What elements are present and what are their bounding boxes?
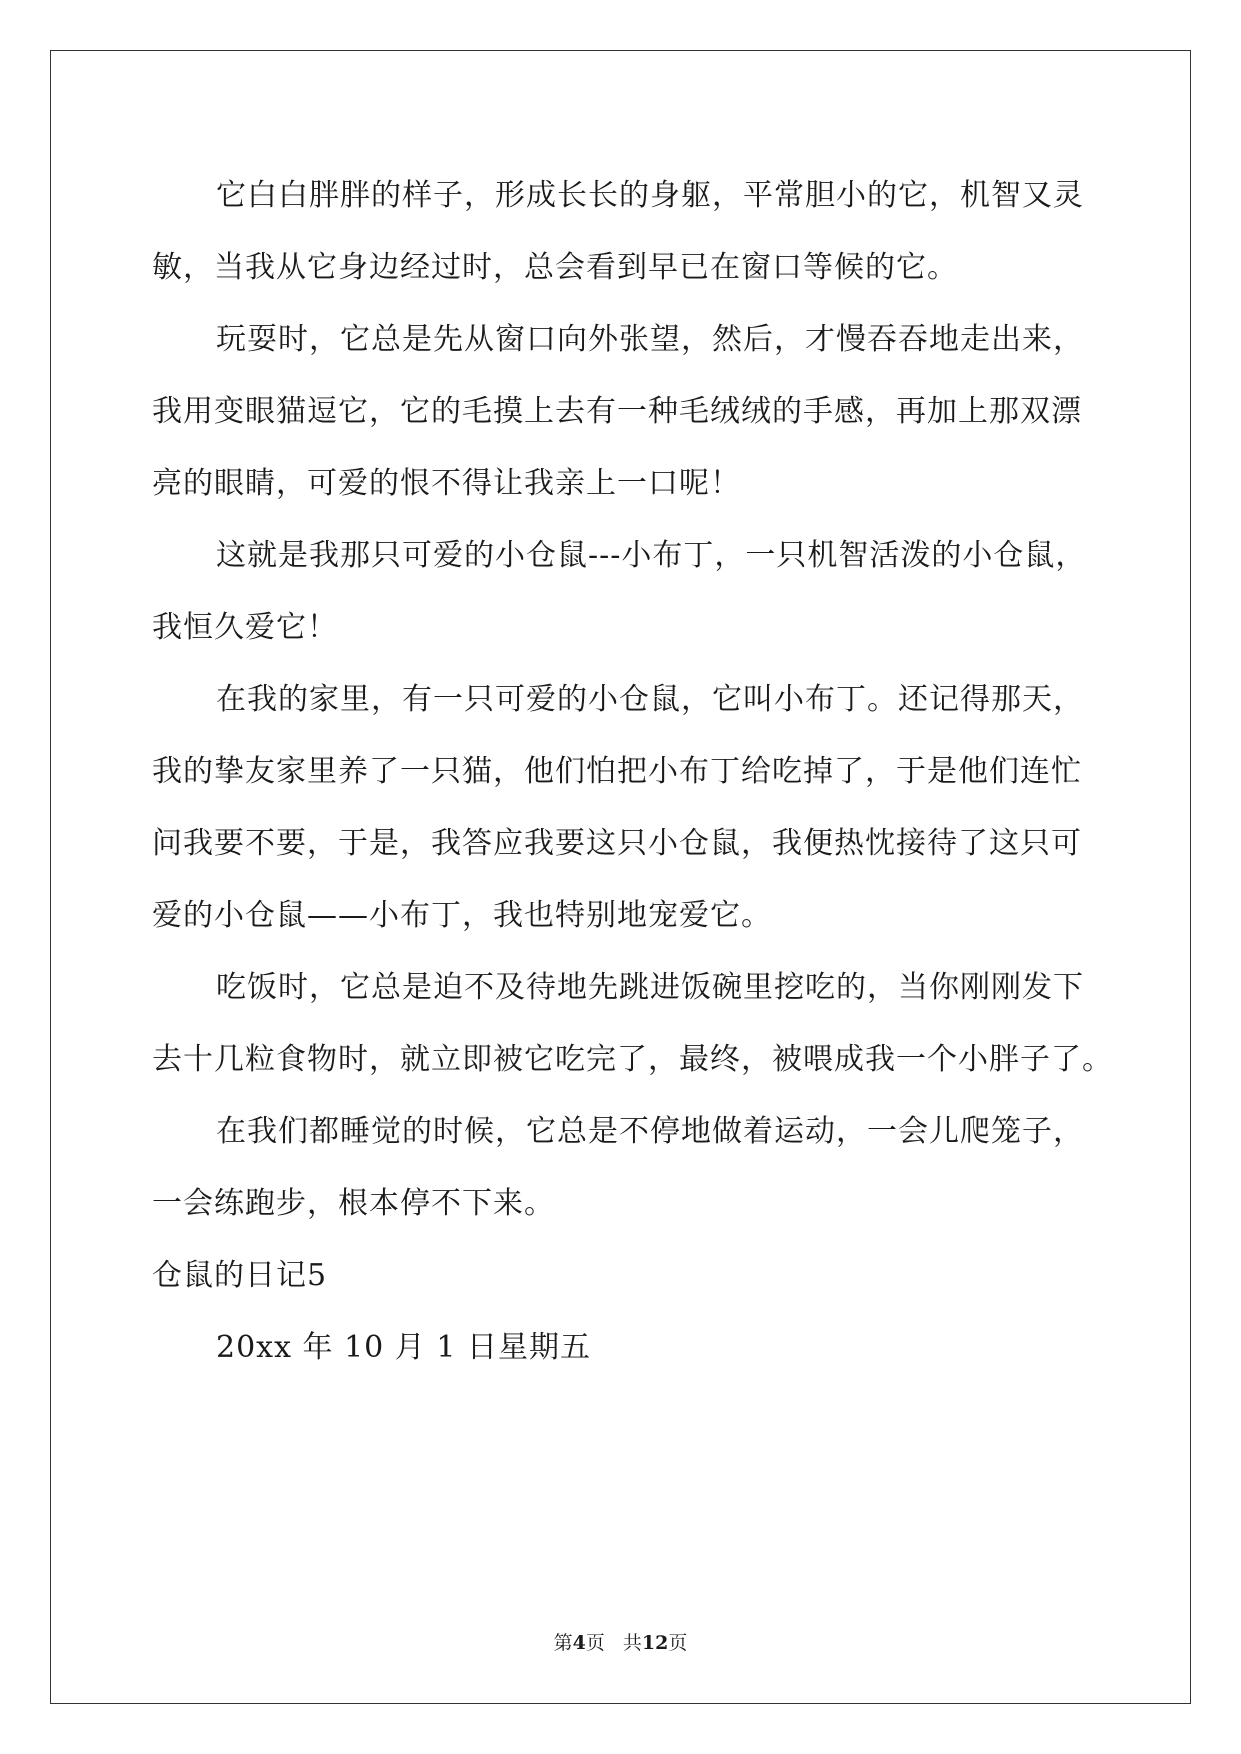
page-suffix: 页 xyxy=(585,1632,605,1654)
text-line: 我恒久爱它！ xyxy=(152,610,338,645)
text-line: 我的挚友家里养了一只猫，他们怕把小布丁给吃掉了，于是他们连忙 xyxy=(152,754,1082,789)
text-line: 吃饭时，它总是迫不及待地先跳进饭碗里挖吃的，当你刚刚发下 xyxy=(216,970,1084,1005)
text-line: 这就是我那只可爱的小仓鼠---小布丁，一只机智活泼的小仓鼠， xyxy=(216,538,1087,573)
text-line: 一会练跑步，根本停不下来。 xyxy=(152,1186,555,1221)
document-body xyxy=(152,160,1113,1384)
text-line: 问我要不要，于是，我答应我要这只小仓鼠，我便热忱接待了这只可 xyxy=(152,826,1082,861)
text-line: 去十几粒食物时，就立即被它吃完了，最终，被喂成我一个小胖子了。 xyxy=(152,1042,1113,1077)
page-prefix: 第 xyxy=(553,1632,573,1654)
date-line: 20xx 年 10 月 1 日星期五 xyxy=(216,1330,591,1365)
text-line: 它白白胖胖的样子，形成长长的身躯，平常胆小的它，机智又灵 xyxy=(216,178,1084,213)
text-line: 敏，当我从它身边经过时，总会看到早已在窗口等候的它。 xyxy=(152,250,958,285)
text-line: 玩耍时，它总是先从窗口向外张望，然后，才慢吞吞地走出来， xyxy=(216,322,1084,357)
total-suffix: 页 xyxy=(668,1632,688,1654)
text-line: 在我的家里，有一只可爱的小仓鼠，它叫小布丁。还记得那天， xyxy=(216,682,1084,717)
text-line: 在我们都睡觉的时候，它总是不停地做着运动，一会儿爬笼子， xyxy=(216,1114,1084,1149)
page-total: 12 xyxy=(641,1632,669,1654)
text-line: 亮的眼睛，可爱的恨不得让我亲上一口呢！ xyxy=(152,466,741,501)
text-line: 爱的小仓鼠——小布丁，我也特别地宠爱它。 xyxy=(152,898,772,933)
section-title: 仓鼠的日记5 xyxy=(152,1258,328,1293)
total-prefix: 共 xyxy=(622,1632,642,1654)
text-line: 我用变眼猫逗它，它的毛摸上去有一种毛绒绒的手感，再加上那双漂 xyxy=(152,394,1082,429)
page-footer xyxy=(0,1628,1241,1655)
page-current: 4 xyxy=(572,1632,586,1654)
